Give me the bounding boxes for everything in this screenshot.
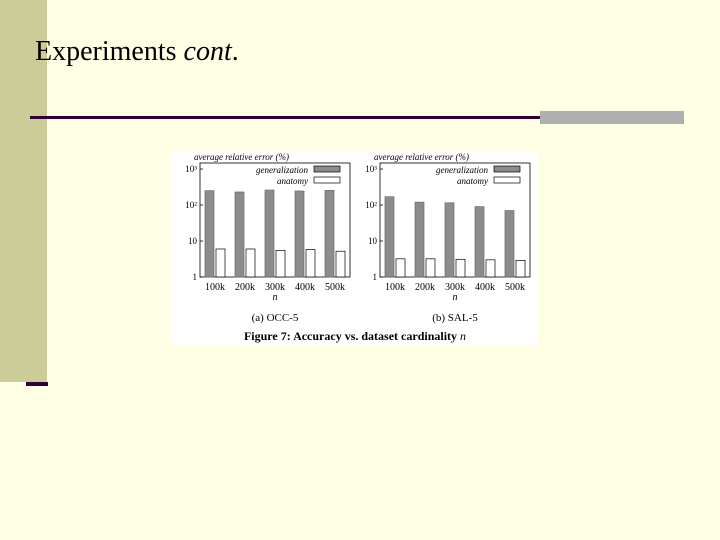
figure-panel bbox=[172, 152, 538, 345]
caption-variable: n bbox=[460, 329, 467, 343]
bar-anatomy bbox=[516, 260, 525, 277]
title-rule-accent bbox=[540, 111, 684, 124]
bar-generalization bbox=[325, 190, 334, 277]
y-tick-label: 1 bbox=[372, 272, 377, 282]
legend-swatch-generalization bbox=[314, 166, 340, 172]
legend-swatch-anatomy bbox=[314, 177, 340, 183]
bar-generalization bbox=[295, 191, 304, 277]
caption-text: Accuracy vs. dataset cardinality bbox=[293, 329, 461, 343]
x-tick-label: 500k bbox=[325, 282, 345, 293]
x-tick-label: 100k bbox=[385, 282, 405, 293]
bar-anatomy bbox=[246, 249, 255, 277]
y-tick-label: 1 bbox=[192, 272, 197, 282]
chart-subtitle: (a) OCC-5 bbox=[251, 312, 299, 324]
bar-anatomy bbox=[336, 251, 345, 277]
bar-generalization bbox=[445, 203, 454, 277]
legend-swatch-anatomy bbox=[494, 177, 520, 183]
title-italic: cont bbox=[183, 36, 232, 67]
bar-anatomy bbox=[456, 259, 465, 277]
bar-generalization bbox=[415, 202, 424, 277]
x-tick-label: 300k bbox=[445, 282, 465, 293]
x-tick-label: 400k bbox=[475, 282, 495, 293]
legend-label: anatomy bbox=[277, 176, 308, 186]
bar-anatomy bbox=[486, 260, 495, 277]
x-tick-label: 200k bbox=[415, 282, 435, 293]
chart-occ5 bbox=[185, 152, 350, 324]
x-tick-label: 100k bbox=[205, 282, 225, 293]
y-tick-label: 10 bbox=[188, 236, 197, 246]
chart-subtitle: (b) SAL-5 bbox=[432, 312, 478, 324]
title-main: Experiments bbox=[35, 36, 184, 67]
caption-prefix: Figure 7: bbox=[243, 329, 294, 343]
bar-generalization bbox=[265, 190, 274, 277]
bar-generalization bbox=[505, 211, 514, 277]
bar-generalization bbox=[385, 197, 394, 277]
x-tick-label: 500k bbox=[505, 282, 525, 293]
slide-title bbox=[35, 36, 239, 68]
bar-generalization bbox=[205, 191, 214, 277]
y-tick-label: 10³ bbox=[365, 164, 377, 174]
x-axis-label: n bbox=[452, 292, 458, 303]
figure-svg bbox=[172, 152, 538, 345]
chart-sal5 bbox=[365, 152, 530, 324]
y-tick-label: 10 bbox=[368, 236, 377, 246]
legend-label: generalization bbox=[256, 165, 308, 175]
legend-swatch-generalization bbox=[494, 166, 520, 172]
bar-anatomy bbox=[396, 259, 405, 277]
x-tick-label: 400k bbox=[295, 282, 315, 293]
bar-anatomy bbox=[306, 250, 315, 277]
y-tick-label: 10³ bbox=[185, 164, 197, 174]
x-tick-label: 200k bbox=[235, 282, 255, 293]
legend-label: generalization bbox=[436, 165, 488, 175]
title-period: . bbox=[231, 36, 239, 67]
bar-generalization bbox=[235, 192, 244, 277]
y-axis-label: average relative error (%) bbox=[374, 152, 470, 162]
left-accent-bar-base bbox=[26, 382, 48, 386]
figure-caption bbox=[244, 329, 466, 343]
bar-generalization bbox=[475, 207, 484, 277]
y-axis-label: average relative error (%) bbox=[194, 152, 290, 162]
legend-label: anatomy bbox=[457, 176, 488, 186]
y-tick-label: 10² bbox=[365, 200, 377, 210]
x-axis-label: n bbox=[272, 292, 278, 303]
bar-anatomy bbox=[216, 249, 225, 277]
y-tick-label: 10² bbox=[185, 200, 197, 210]
x-tick-label: 300k bbox=[265, 282, 285, 293]
bar-anatomy bbox=[426, 259, 435, 277]
bar-anatomy bbox=[276, 250, 285, 277]
